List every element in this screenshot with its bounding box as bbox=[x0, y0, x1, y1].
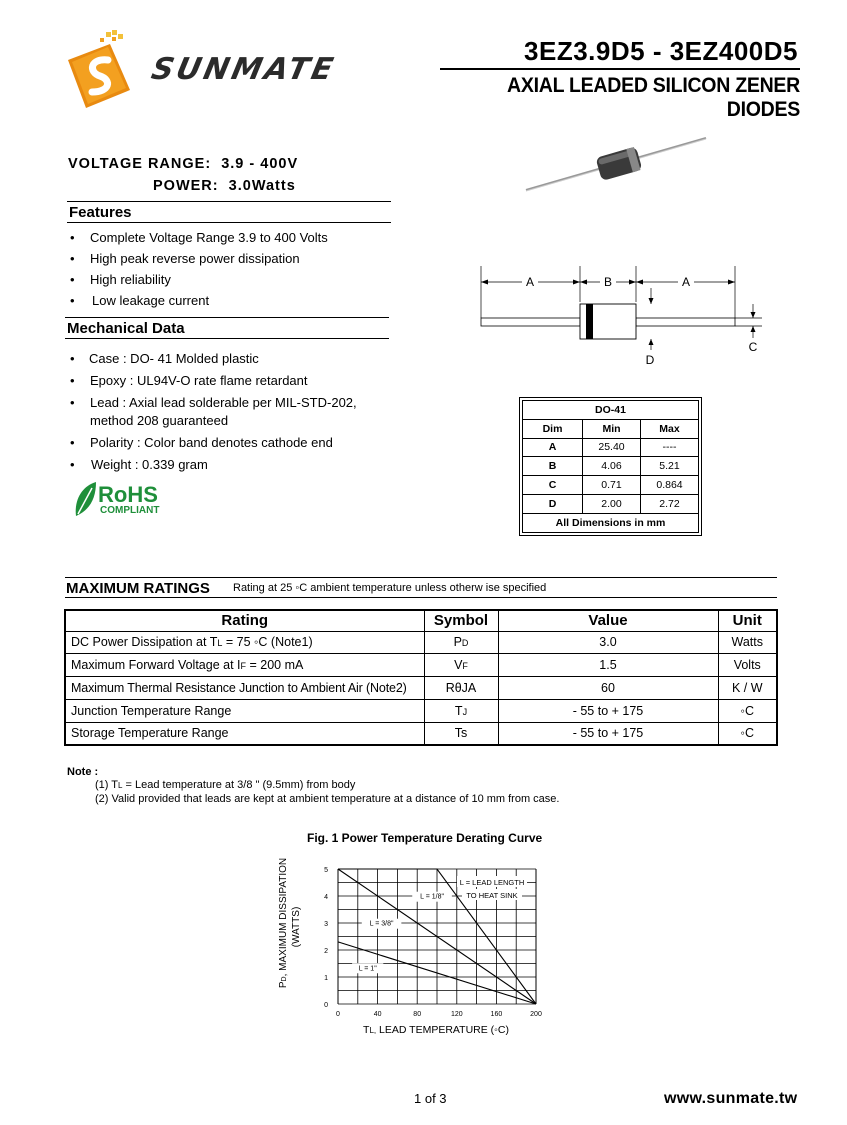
dim-cell: A bbox=[523, 438, 583, 457]
symbol-sub: F bbox=[462, 661, 468, 672]
rating-sub: F bbox=[240, 661, 247, 672]
rohs-badge bbox=[72, 480, 182, 520]
chart-series-label: L = 1/8" bbox=[420, 893, 444, 901]
symbol-cell bbox=[424, 654, 498, 677]
features-heading: Features bbox=[67, 201, 391, 223]
symbol-text: V bbox=[454, 658, 463, 673]
power-rating bbox=[153, 178, 296, 194]
rating-text: DC Power Dissipation at T bbox=[71, 635, 218, 650]
chart-y-tick-label: 3 bbox=[324, 921, 328, 928]
rating-text: Maximum Forward Voltage at I bbox=[71, 658, 241, 673]
part-range-title: 3EZ3.9D5 - 3EZ400D5 bbox=[524, 36, 798, 66]
symbol-text: P bbox=[453, 635, 462, 650]
symbol-cell: RθJA bbox=[424, 677, 498, 700]
chart-x-tick-label: 80 bbox=[413, 1011, 422, 1018]
rating-text: = 75 ◦C (Note1) bbox=[222, 635, 313, 650]
max-ratings-condition: Rating at 25 ◦C ambient temperature unless otherw ise specified bbox=[233, 582, 547, 594]
table-row bbox=[65, 677, 777, 700]
dim-cell: 2.00 bbox=[583, 494, 641, 513]
rating-sub: L bbox=[217, 638, 223, 649]
ratings-header: Value bbox=[498, 610, 718, 631]
power-value: 3.0Watts bbox=[228, 178, 296, 194]
dim-cell: 4.06 bbox=[583, 457, 641, 476]
title-divider bbox=[440, 68, 800, 70]
list-item: • Low leakage current bbox=[68, 293, 398, 314]
notes-title: Note : bbox=[67, 766, 99, 778]
ratings-header: Rating bbox=[65, 610, 424, 631]
note-text: = Lead temperature at 3/8 " (9.5mm) from body bbox=[122, 779, 356, 791]
chart-x-tick-label: 120 bbox=[450, 1011, 463, 1018]
note-2: (2) Valid provided that leads are kept at ambient temperature at a distance of 10 mm from case. bbox=[95, 793, 560, 805]
dim-cell: 2.72 bbox=[641, 494, 699, 513]
chart-ylabel: PD, MAXIMUM DISSIPATION bbox=[278, 857, 289, 989]
chart-y-tick-label: 1 bbox=[324, 975, 328, 982]
chart-y-tick-label: 5 bbox=[324, 867, 328, 874]
rating-cell: Junction Temperature Range bbox=[65, 699, 424, 722]
figure-title: Fig. 1 Power Temperature Derating Curve bbox=[307, 831, 543, 845]
chart-y-tick-label: 0 bbox=[324, 1002, 328, 1009]
chart-x-tick-label: 40 bbox=[373, 1011, 382, 1018]
dim-label-a: A bbox=[525, 275, 535, 289]
max-ratings-heading bbox=[65, 577, 777, 598]
unit-cell: Watts bbox=[718, 631, 777, 654]
power-label: POWER: bbox=[153, 178, 219, 194]
rohs-compliant-text: COMPLIANT bbox=[100, 505, 160, 516]
chart-series-label: L = 1" bbox=[358, 965, 377, 973]
list-item-line: method 208 guaranteed bbox=[90, 413, 229, 428]
dim-table-footer: All Dimensions in mm bbox=[523, 513, 699, 532]
max-ratings-title: MAXIMUM RATINGS bbox=[66, 580, 210, 597]
rating-text: = 200 mA bbox=[246, 658, 304, 673]
chart-xlabel: TL, LEAD TEMPERATURE (◦C) bbox=[363, 1024, 509, 1036]
mechanical-heading: Mechanical Data bbox=[65, 317, 389, 339]
chart-legend-line2: TO HEAT SINK bbox=[466, 891, 518, 900]
features-list bbox=[68, 230, 398, 314]
unit-cell: ◦C bbox=[718, 699, 777, 722]
symbol-text: T bbox=[454, 703, 463, 718]
note-sub: L bbox=[118, 781, 123, 790]
symbol-sub: D bbox=[461, 638, 469, 649]
rating-text: Maximum Thermal Resistance Junction to Ambient Air (Note2) bbox=[71, 680, 407, 695]
sunmate-logo-icon bbox=[68, 30, 138, 108]
brand-logo-text: SUNMATE bbox=[148, 52, 339, 87]
voltage-label: VOLTAGE RANGE: bbox=[68, 156, 212, 172]
value-cell: 3.0 bbox=[498, 631, 718, 654]
dim-label-a2: A bbox=[681, 275, 691, 289]
dim-cell: 0.864 bbox=[641, 476, 699, 495]
table-row bbox=[65, 654, 777, 677]
table-row bbox=[523, 457, 699, 476]
note-1 bbox=[95, 779, 355, 791]
dim-cell: 5.21 bbox=[641, 457, 699, 476]
dim-cell: D bbox=[523, 494, 583, 513]
list-item: • Case : DO- 41 Molded plastic bbox=[68, 350, 398, 368]
mechanical-list bbox=[68, 350, 398, 478]
dim-cell: ---- bbox=[641, 438, 699, 457]
dim-cell: C bbox=[523, 476, 583, 495]
page-number: 1 of 3 bbox=[414, 1091, 447, 1106]
ratings-header: Unit bbox=[718, 610, 777, 631]
dim-cell: B bbox=[523, 457, 583, 476]
symbol-cell bbox=[424, 699, 498, 722]
max-ratings-table bbox=[64, 609, 778, 746]
website-url: www.sunmate.tw bbox=[664, 1090, 798, 1107]
chart-y-tick-label: 2 bbox=[324, 948, 328, 955]
chart-x-tick-label: 200 bbox=[530, 1011, 542, 1018]
list-item: • Epoxy : UL94V-O rate flame retardant bbox=[68, 372, 398, 390]
package-dimension-drawing bbox=[476, 262, 766, 370]
list-item bbox=[68, 394, 398, 430]
symbol-cell bbox=[424, 631, 498, 654]
chart-y-tick-label: 4 bbox=[324, 894, 328, 901]
chart-legend-line1: L = LEAD LENGTH bbox=[459, 878, 525, 887]
rating-cell bbox=[65, 677, 424, 700]
dim-header: Min bbox=[583, 419, 641, 438]
unit-cell: Volts bbox=[718, 654, 777, 677]
dim-label-c: C bbox=[748, 340, 758, 354]
rating-cell: Storage Temperature Range bbox=[65, 722, 424, 745]
unit-cell: ◦C bbox=[718, 722, 777, 745]
table-row bbox=[523, 476, 699, 495]
rating-cell bbox=[65, 631, 424, 654]
list-item-line: Lead : Axial lead solderable per MIL-STD-202, bbox=[90, 395, 357, 410]
value-cell: 1.5 bbox=[498, 654, 718, 677]
rohs-text: RoHS bbox=[98, 482, 158, 507]
chart-ylabel-units: (WATTS) bbox=[291, 906, 302, 948]
dim-cell: 0.71 bbox=[583, 476, 641, 495]
value-cell: 60 bbox=[498, 677, 718, 700]
document-subtitle: AXIAL LEADED SILICON ZENER DIODES bbox=[507, 74, 800, 121]
table-row bbox=[65, 699, 777, 722]
list-item: • Polarity : Color band denotes cathode end bbox=[68, 434, 398, 452]
dim-cell: 25.40 bbox=[583, 438, 641, 457]
table-row bbox=[523, 494, 699, 513]
rating-cell bbox=[65, 654, 424, 677]
derating-chart bbox=[270, 845, 560, 1045]
symbol-sub: J bbox=[462, 706, 468, 717]
list-item: • High peak reverse power dissipation bbox=[68, 251, 398, 272]
voltage-range bbox=[68, 156, 298, 172]
symbol-cell: Ts bbox=[424, 722, 498, 745]
dim-header: Max bbox=[641, 419, 699, 438]
chart-x-tick-label: 0 bbox=[336, 1011, 340, 1018]
chart-series-label: L = 3/8" bbox=[369, 920, 394, 928]
voltage-value: 3.9 - 400V bbox=[221, 156, 299, 172]
value-cell: - 55 to + 175 bbox=[498, 722, 718, 745]
value-cell: - 55 to + 175 bbox=[498, 699, 718, 722]
table-row bbox=[65, 631, 777, 654]
diode-image bbox=[520, 132, 710, 196]
dimensions-table bbox=[522, 400, 699, 533]
dim-label-d: D bbox=[645, 353, 655, 367]
note-text: (1) T bbox=[95, 779, 119, 791]
list-item: • Complete Voltage Range 3.9 to 400 Volts bbox=[68, 230, 398, 251]
unit-cell: K / W bbox=[718, 677, 777, 700]
table-row bbox=[523, 438, 699, 457]
ratings-header: Symbol bbox=[424, 610, 498, 631]
dim-header: Dim bbox=[523, 419, 583, 438]
list-item: • High reliability bbox=[68, 272, 398, 293]
table-row bbox=[65, 722, 777, 745]
chart-x-tick-label: 160 bbox=[490, 1011, 503, 1018]
dim-label-b: B bbox=[603, 275, 613, 289]
list-item: • Weight : 0.339 gram bbox=[68, 456, 398, 474]
dim-table-title: DO-41 bbox=[523, 401, 699, 420]
